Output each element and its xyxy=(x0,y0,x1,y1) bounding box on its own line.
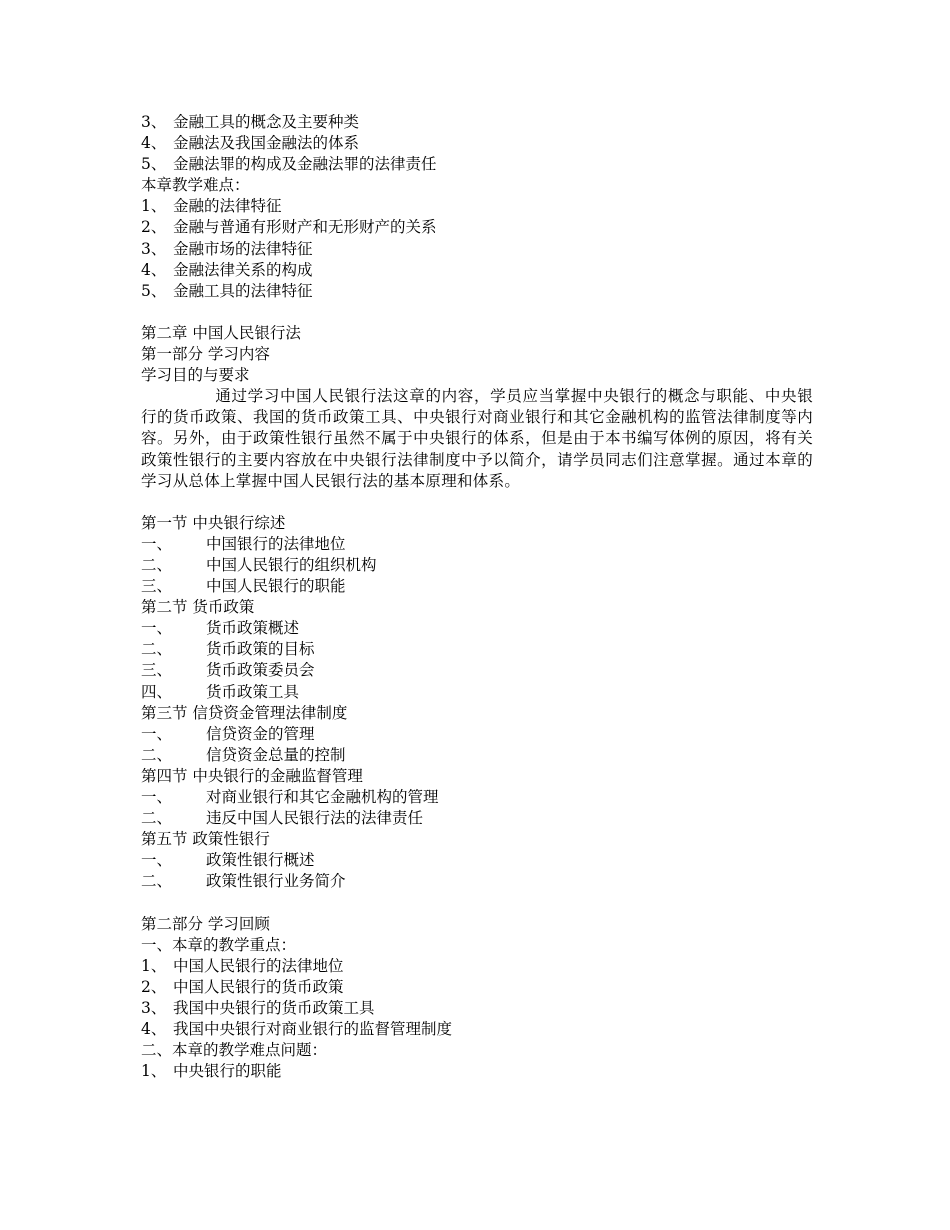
list-number: 二、 xyxy=(141,809,173,828)
list-text: 中国人民银行的法律地位 xyxy=(173,956,344,975)
list-number: 1、 xyxy=(141,197,167,216)
list-item xyxy=(141,555,813,576)
list-text: 中国人民银行的职能 xyxy=(206,577,346,596)
objectives-heading: 学习目的与要求 xyxy=(141,366,250,385)
list-text: 政策性银行概述 xyxy=(206,851,315,870)
list-item xyxy=(141,808,813,829)
list-item xyxy=(141,112,813,133)
list-number: 一、 xyxy=(141,619,173,638)
list-item xyxy=(141,217,813,238)
list-item xyxy=(141,787,813,808)
list-number: 二、 xyxy=(141,640,173,659)
list-text: 信贷资金总量的控制 xyxy=(206,745,346,764)
list-number: 3、 xyxy=(141,998,167,1017)
list-item xyxy=(141,977,813,998)
list-text: 我国中央银行对商业银行的监督管理制度 xyxy=(173,1020,453,1039)
list-text: 金融与普通有形财产和无形财产的关系 xyxy=(173,218,437,237)
list-item xyxy=(141,196,813,217)
list-number: 二、 xyxy=(141,872,173,891)
list-text: 金融工具的法律特征 xyxy=(173,281,313,300)
list-text: 货币政策委员会 xyxy=(206,661,315,680)
objectives-paragraph xyxy=(141,386,813,491)
list-item xyxy=(141,1019,813,1040)
list-number: 3、 xyxy=(141,239,167,258)
list-number: 一、 xyxy=(141,724,173,743)
part-title: 第一部分 学习内容 xyxy=(141,345,270,364)
list-item xyxy=(141,639,813,660)
review-key-heading: 一、本章的教学重点： xyxy=(141,935,297,954)
list-item xyxy=(141,1061,813,1082)
list-text: 中国人民银行的组织机构 xyxy=(206,555,377,574)
list-number: 2、 xyxy=(141,977,167,996)
list-number: 5、 xyxy=(141,155,167,174)
review-difficulties-heading: 二、本章的教学难点问题： xyxy=(141,1041,328,1060)
list-item xyxy=(141,239,813,260)
list-number: 4、 xyxy=(141,134,167,153)
list-item xyxy=(141,133,813,154)
list-text: 金融工具的概念及主要种类 xyxy=(173,113,360,131)
list-item xyxy=(141,576,813,597)
list-number: 四、 xyxy=(141,682,173,701)
list-item xyxy=(141,260,813,281)
list-text: 中国银行的法律地位 xyxy=(206,534,346,553)
list-item xyxy=(141,850,813,871)
list-number: 3、 xyxy=(141,113,167,131)
list-item xyxy=(141,660,813,681)
difficulties-heading: 本章教学难点： xyxy=(141,176,250,195)
list-item xyxy=(141,998,813,1019)
objectives-text: 通过学习中国人民银行法这章的内容，学员应当掌握中央银行的概念与职能、中央银行的货币政策、我国的货币政策工具、中央银行对商业银行和其它金融机构的监管法律制度等内容。另外，由于政策性银行虽然不属于中央银行的体系，但是由于本书编写体例的原因，将有关政策性银行的主要内容放在中央银行法律制度中予以简介，请学员同志们注意掌握。通过本章的学习从总体上掌握中国人民银行法的基本原理和体系。 xyxy=(141,387,813,490)
list-item xyxy=(141,154,813,175)
list-number: 5、 xyxy=(141,281,167,300)
list-text: 金融法及我国金融法的体系 xyxy=(173,134,360,153)
list-item xyxy=(141,682,813,703)
list-item xyxy=(141,724,813,745)
list-text: 违反中国人民银行法的法律责任 xyxy=(206,809,424,828)
list-text: 中国人民银行的货币政策 xyxy=(173,977,344,996)
list-text: 金融的法律特征 xyxy=(173,197,282,216)
list-text: 货币政策概述 xyxy=(206,619,300,638)
blank-line xyxy=(141,302,813,323)
list-number: 4、 xyxy=(141,1020,167,1039)
section-title: 第五节 政策性银行 xyxy=(141,830,270,849)
list-text: 货币政策工具 xyxy=(206,682,300,701)
list-number: 一、 xyxy=(141,851,173,870)
list-number: 一、 xyxy=(141,534,173,553)
part-title: 第二部分 学习回顾 xyxy=(141,914,270,933)
list-number: 4、 xyxy=(141,260,167,279)
list-number: 1、 xyxy=(141,956,167,975)
list-number: 二、 xyxy=(141,555,173,574)
chapter-title: 第二章 中国人民银行法 xyxy=(141,323,301,342)
list-text: 中央银行的职能 xyxy=(173,1062,282,1081)
list-item xyxy=(141,745,813,766)
list-item xyxy=(141,871,813,892)
list-item xyxy=(141,956,813,977)
list-text: 政策性银行业务简介 xyxy=(206,872,346,891)
blank-line xyxy=(141,892,813,913)
list-number: 一、 xyxy=(141,788,173,806)
list-text: 我国中央银行的货币政策工具 xyxy=(173,998,375,1017)
blank-line xyxy=(141,492,813,513)
list-number: 三、 xyxy=(141,661,173,680)
list-text: 金融法罪的构成及金融法罪的法律责任 xyxy=(173,155,437,174)
list-number: 三、 xyxy=(141,577,173,596)
section-title: 第四节 中央银行的金融监督管理 xyxy=(141,766,363,785)
document-page xyxy=(141,112,813,1082)
section-title: 第二节 货币政策 xyxy=(141,598,255,617)
section-title: 第一节 中央银行综述 xyxy=(141,513,286,532)
list-item xyxy=(141,281,813,302)
list-text: 对商业银行和其它金融机构的管理 xyxy=(206,788,439,806)
list-text: 金融法律关系的构成 xyxy=(173,260,313,279)
list-text: 金融市场的法律特征 xyxy=(173,239,313,258)
list-number: 2、 xyxy=(141,218,167,237)
list-number: 1、 xyxy=(141,1062,167,1081)
list-number: 二、 xyxy=(141,745,173,764)
section-title: 第三节 信贷资金管理法律制度 xyxy=(141,703,348,722)
list-text: 货币政策的目标 xyxy=(206,640,315,659)
list-text: 信贷资金的管理 xyxy=(206,724,315,743)
list-item xyxy=(141,618,813,639)
list-item xyxy=(141,534,813,555)
